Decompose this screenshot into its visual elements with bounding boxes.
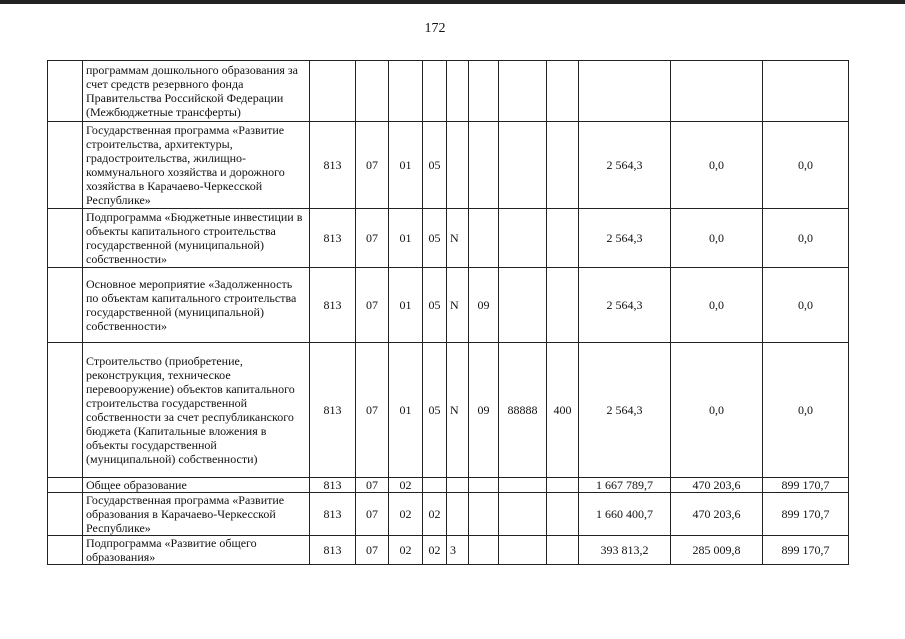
ministry-code-cell: 813 xyxy=(310,268,356,343)
row-number-cell xyxy=(48,536,83,565)
item-name-cell: Общее образование xyxy=(83,478,310,493)
item-name-cell: Государственная программа «Развитие образования в Карачаево-Черкесской Республике» xyxy=(83,493,310,536)
subsection-code-cell: 01 xyxy=(389,122,423,209)
amount-year-1-cell: 2 564,3 xyxy=(579,268,671,343)
expense-type-code-cell xyxy=(547,209,579,268)
amount-year-2-cell xyxy=(671,61,763,122)
amount-year-2-cell: 0,0 xyxy=(671,268,763,343)
row-number-cell xyxy=(48,493,83,536)
ministry-code-cell: 813 xyxy=(310,209,356,268)
row-number-cell xyxy=(48,478,83,493)
subprogram-code-cell: N xyxy=(447,268,469,343)
item-name-cell: Подпрограмма «Развитие общего образования» xyxy=(83,536,310,565)
direction-code-cell: 88888 xyxy=(499,343,547,478)
program-code-cell: 05 xyxy=(423,209,447,268)
top-rule xyxy=(0,0,905,4)
direction-code-cell xyxy=(499,536,547,565)
ministry-code-cell: 813 xyxy=(310,122,356,209)
main-event-code-cell xyxy=(469,493,499,536)
subprogram-code-cell xyxy=(447,478,469,493)
ministry-code-cell: 813 xyxy=(310,536,356,565)
row-number-cell xyxy=(48,268,83,343)
amount-year-3-cell: 0,0 xyxy=(763,209,849,268)
main-event-code-cell: 09 xyxy=(469,343,499,478)
amount-year-1-cell: 1 660 400,7 xyxy=(579,493,671,536)
program-code-cell: 02 xyxy=(423,536,447,565)
ministry-code-cell xyxy=(310,61,356,122)
main-event-code-cell xyxy=(469,209,499,268)
direction-code-cell xyxy=(499,268,547,343)
row-number-cell xyxy=(48,343,83,478)
table-row xyxy=(48,122,849,209)
main-event-code-cell: 09 xyxy=(469,268,499,343)
amount-year-3-cell: 0,0 xyxy=(763,268,849,343)
amount-year-2-cell: 470 203,6 xyxy=(671,478,763,493)
table-row xyxy=(48,268,849,343)
item-name-cell: Строительство (приобретение, реконструкция, техническое перевооружение) объектов капитального строительства государственной собственности за счет республиканского бюджета (Капитальные вложения в объекты государственной (муниципальной) собственности) xyxy=(83,343,310,478)
subsection-code-cell: 01 xyxy=(389,268,423,343)
subprogram-code-cell: N xyxy=(447,343,469,478)
subprogram-code-cell xyxy=(447,61,469,122)
expense-type-code-cell xyxy=(547,268,579,343)
amount-year-3-cell: 899 170,7 xyxy=(763,493,849,536)
amount-year-2-cell: 0,0 xyxy=(671,209,763,268)
subsection-code-cell xyxy=(389,61,423,122)
amount-year-2-cell: 0,0 xyxy=(671,122,763,209)
amount-year-3-cell: 899 170,7 xyxy=(763,536,849,565)
subsection-code-cell: 01 xyxy=(389,343,423,478)
ministry-code-cell: 813 xyxy=(310,478,356,493)
program-code-cell xyxy=(423,478,447,493)
section-code-cell xyxy=(356,61,389,122)
table-row xyxy=(48,343,849,478)
amount-year-1-cell xyxy=(579,61,671,122)
amount-year-1-cell: 393 813,2 xyxy=(579,536,671,565)
program-code-cell: 05 xyxy=(423,343,447,478)
section-code-cell: 07 xyxy=(356,478,389,493)
expense-type-code-cell xyxy=(547,61,579,122)
expense-type-code-cell xyxy=(547,478,579,493)
program-code-cell: 02 xyxy=(423,493,447,536)
amount-year-1-cell: 2 564,3 xyxy=(579,209,671,268)
section-code-cell: 07 xyxy=(356,343,389,478)
subsection-code-cell: 01 xyxy=(389,209,423,268)
table-row xyxy=(48,209,849,268)
program-code-cell: 05 xyxy=(423,122,447,209)
row-number-cell xyxy=(48,122,83,209)
table-row xyxy=(48,478,849,493)
expense-type-code-cell: 400 xyxy=(547,343,579,478)
section-code-cell: 07 xyxy=(356,493,389,536)
main-event-code-cell xyxy=(469,536,499,565)
section-code-cell: 07 xyxy=(356,268,389,343)
table-row xyxy=(48,536,849,565)
table-row xyxy=(48,61,849,122)
amount-year-1-cell: 2 564,3 xyxy=(579,343,671,478)
row-number-cell xyxy=(48,61,83,122)
budget-table-body xyxy=(48,61,849,565)
item-name-cell: Основное мероприятие «Задолженность по объектам капитального строительства государственной (муниципальной) собственности» xyxy=(83,268,310,343)
section-code-cell: 07 xyxy=(356,122,389,209)
budget-table xyxy=(47,60,849,565)
direction-code-cell xyxy=(499,478,547,493)
table-row xyxy=(48,493,849,536)
program-code-cell xyxy=(423,61,447,122)
subsection-code-cell: 02 xyxy=(389,536,423,565)
amount-year-3-cell: 899 170,7 xyxy=(763,478,849,493)
expense-type-code-cell xyxy=(547,536,579,565)
row-number-cell xyxy=(48,209,83,268)
item-name-cell: Подпрограмма «Бюджетные инвестиции в объекты капитального строительства государственной (муниципальной) собственности» xyxy=(83,209,310,268)
direction-code-cell xyxy=(499,493,547,536)
subprogram-code-cell xyxy=(447,122,469,209)
subprogram-code-cell xyxy=(447,493,469,536)
amount-year-1-cell: 1 667 789,7 xyxy=(579,478,671,493)
amount-year-3-cell: 0,0 xyxy=(763,122,849,209)
amount-year-3-cell xyxy=(763,61,849,122)
main-event-code-cell xyxy=(469,478,499,493)
main-event-code-cell xyxy=(469,122,499,209)
amount-year-1-cell: 2 564,3 xyxy=(579,122,671,209)
amount-year-2-cell: 0,0 xyxy=(671,343,763,478)
page-number: 172 xyxy=(424,21,446,36)
direction-code-cell xyxy=(499,61,547,122)
subsection-code-cell: 02 xyxy=(389,478,423,493)
item-name-cell: программам дошкольного образования за счет средств резервного фонда Правительства Российской Федерации (Межбюджетные трансферты) xyxy=(83,61,310,122)
ministry-code-cell: 813 xyxy=(310,493,356,536)
amount-year-2-cell: 285 009,8 xyxy=(671,536,763,565)
amount-year-3-cell: 0,0 xyxy=(763,343,849,478)
section-code-cell: 07 xyxy=(356,209,389,268)
subprogram-code-cell: 3 xyxy=(447,536,469,565)
subsection-code-cell: 02 xyxy=(389,493,423,536)
direction-code-cell xyxy=(499,209,547,268)
amount-year-2-cell: 470 203,6 xyxy=(671,493,763,536)
main-event-code-cell xyxy=(469,61,499,122)
expense-type-code-cell xyxy=(547,122,579,209)
subprogram-code-cell: N xyxy=(447,209,469,268)
section-code-cell: 07 xyxy=(356,536,389,565)
program-code-cell: 05 xyxy=(423,268,447,343)
expense-type-code-cell xyxy=(547,493,579,536)
item-name-cell: Государственная программа «Развитие строительства, архитектуры, градостроительства, жилищно-коммунального хозяйства и дорожного хозяйства в Карачаево-Черкесской Республике» xyxy=(83,122,310,209)
ministry-code-cell: 813 xyxy=(310,343,356,478)
direction-code-cell xyxy=(499,122,547,209)
